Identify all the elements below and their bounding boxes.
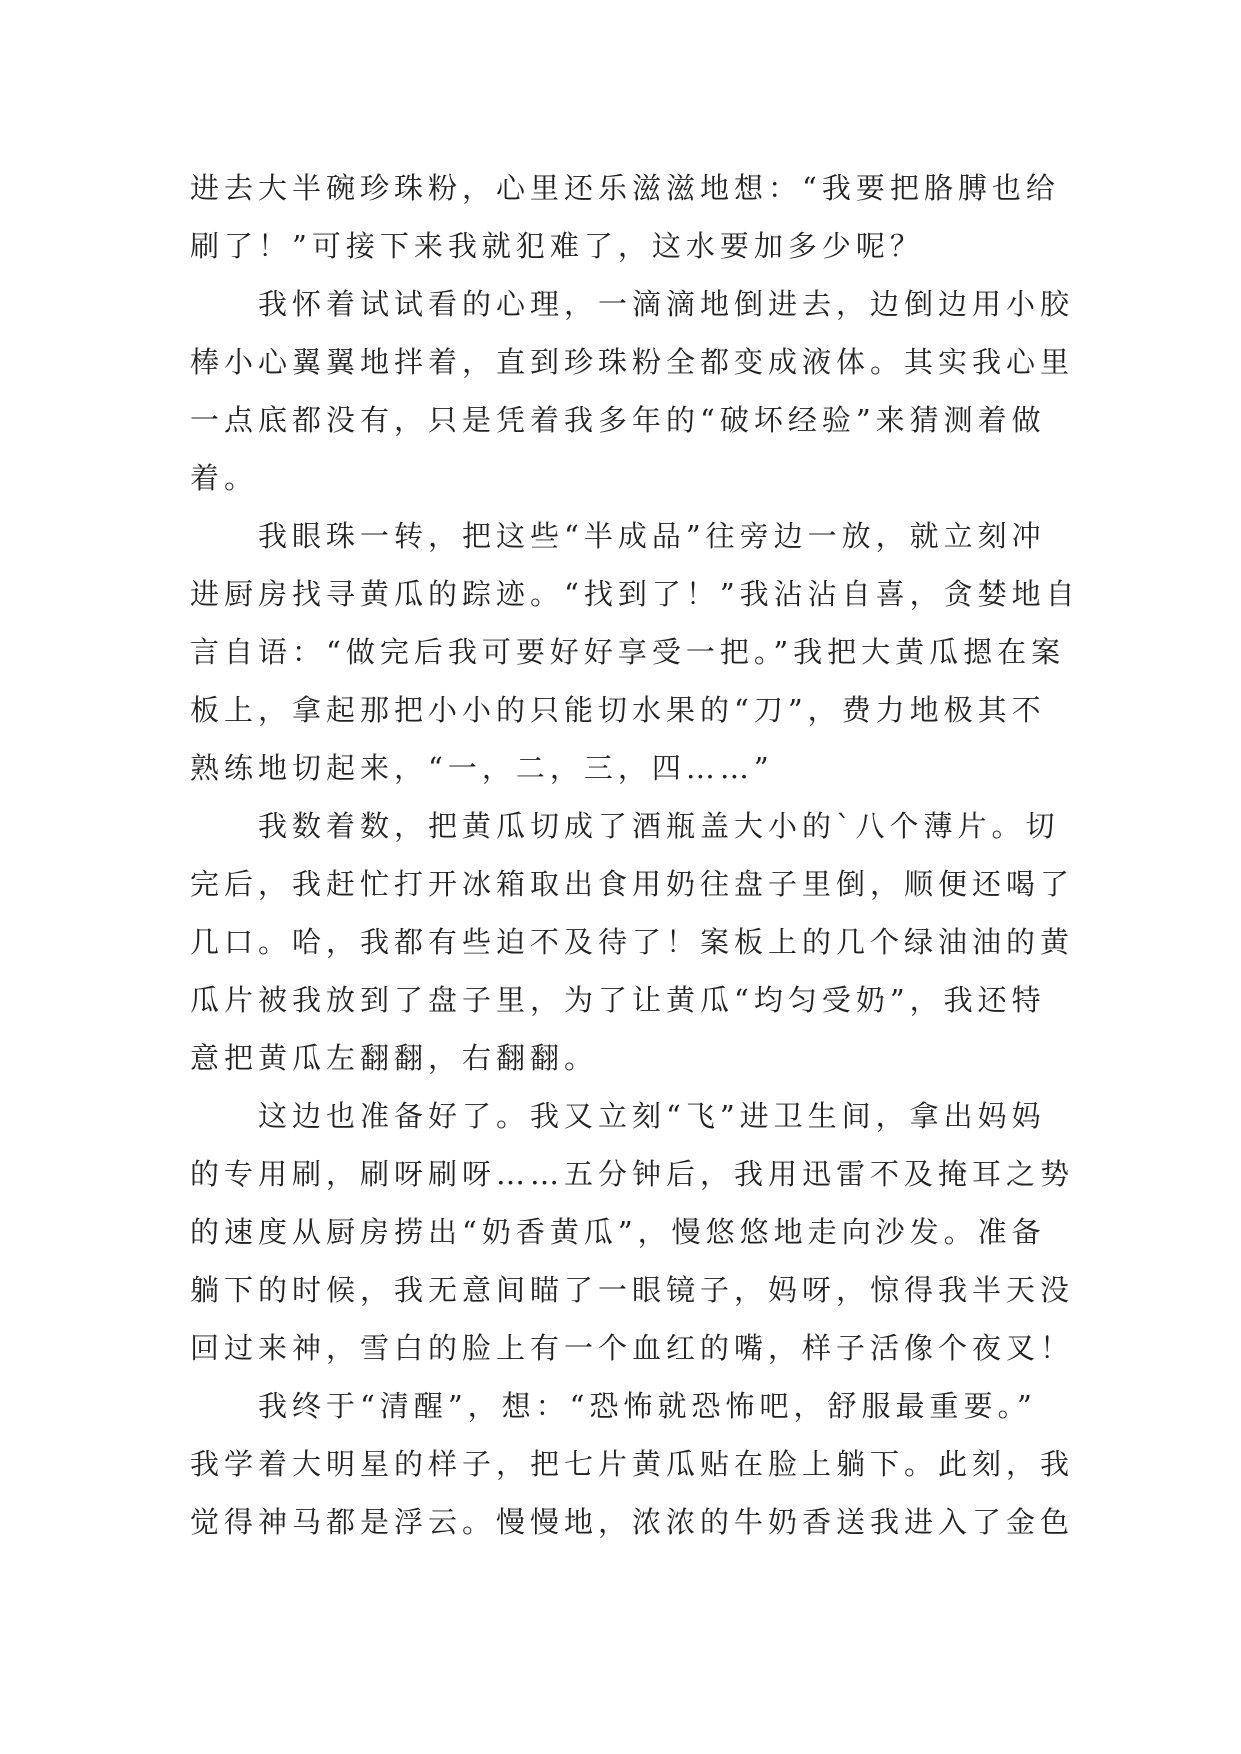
text-line: 刷了！”可接下来我就犯难了，这水要加多少呢？: [190, 229, 924, 263]
text-line: 进厨房找寻黄瓜的踪迹。“找到了！”我沾沾自喜，贪婪地自: [190, 577, 1080, 611]
text-line: 这边也准备好了。我又立刻“飞”进卫生间，拿出妈妈: [190, 1099, 1046, 1133]
text-line: 意把黄瓜左翻翻，右翻翻。: [190, 1041, 599, 1075]
text-line: 我终于“清醒”，想：“恐怖就恐怖吧，舒服最重要。”: [190, 1389, 1037, 1423]
text-line: 熟练地切起来，“一，二，三，四……”: [190, 751, 774, 785]
text-line: 我学着大明星的样子，把七片黄瓜贴在脸上躺下。此刻，我: [190, 1447, 1075, 1481]
text-line: 一点底都没有，只是凭着我多年的“破坏经验”来猜测着做: [190, 403, 1046, 437]
text-line: 进去大半碗珍珠粉，心里还乐滋滋地想：“我要把胳膊也给: [190, 171, 1060, 205]
text-line: 躺下的时候，我无意间瞄了一眼镜子，妈呀，惊得我半天没: [190, 1273, 1075, 1307]
text-line: 完后，我赶忙打开冰箱取出食用奶往盘子里倒，顺便还喝了: [190, 867, 1075, 901]
text-line: 我怀着试试看的心理，一滴滴地倒进去，边倒边用小胶: [190, 287, 1075, 321]
text-line: 几口。哈，我都有些迫不及待了！案板上的几个绿油油的黄: [190, 925, 1075, 959]
text-line: 言自语：“做完后我可要好好享受一把。”我把大黄瓜摁在案: [190, 635, 1066, 669]
text-line: 板上，拿起那把小小的只能切水果的“刀”，费力地极其不: [190, 693, 1046, 727]
text-line: 我数着数，把黄瓜切成了酒瓶盖大小的`八个薄片。切: [190, 809, 1060, 843]
text-line: 我眼珠一转，把这些“半成品”往旁边一放，就立刻冲: [190, 519, 1046, 553]
text-line: 觉得神马都是浮云。慢慢地，浓浓的牛奶香送我进入了金色: [190, 1505, 1075, 1539]
text-line: 的专用刷，刷呀刷呀……五分钟后，我用迅雷不及掩耳之势: [190, 1157, 1075, 1191]
text-line: 回过来神，雪白的脸上有一个血红的嘴，样子活像个夜叉！: [190, 1331, 1075, 1365]
text-line: 瓜片被我放到了盘子里，为了让黄瓜“均匀受奶”，我还特: [190, 983, 1046, 1017]
essay-text: [190, 159, 1080, 1551]
text-line: 着。: [190, 461, 259, 495]
text-line: 的速度从厨房捞出“奶香黄瓜”，慢悠悠地走向沙发。准备: [190, 1215, 1046, 1249]
text-line: 棒小心翼翼地拌着，直到珍珠粉全都变成液体。其实我心里: [190, 345, 1075, 379]
